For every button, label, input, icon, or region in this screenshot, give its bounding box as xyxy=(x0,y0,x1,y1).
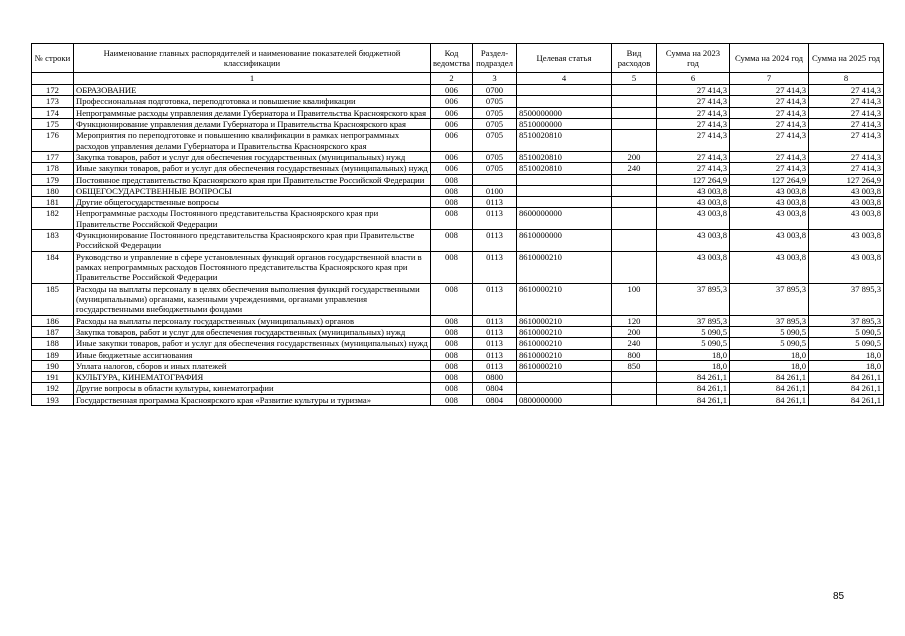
target-article-cell xyxy=(517,174,612,185)
row-name-cell: Профессиональная подготовка, переподготовка и повышение квалификации xyxy=(74,96,431,107)
sum-2024-cell: 18,0 xyxy=(730,360,809,371)
row-number-cell: 172 xyxy=(32,85,74,96)
row-number-cell: 182 xyxy=(32,208,74,230)
sum-2025-cell: 127 264,9 xyxy=(809,174,884,185)
table-row xyxy=(32,251,884,283)
section-cell: 0113 xyxy=(473,208,517,230)
sum-2023-cell: 84 261,1 xyxy=(657,394,730,405)
sum-2025-cell: 18,0 xyxy=(809,360,884,371)
table-row xyxy=(32,85,884,96)
sum-2024-cell: 43 003,8 xyxy=(730,251,809,283)
sum-2025-cell: 43 003,8 xyxy=(809,251,884,283)
row-number-cell: 193 xyxy=(32,394,74,405)
sum-2023-cell: 84 261,1 xyxy=(657,372,730,383)
row-name-cell: Иные закупки товаров, работ и услуг для обеспечения государственных (муниципальных) нужд xyxy=(74,163,431,174)
page-number: 85 xyxy=(833,591,845,602)
sum-2023-cell: 84 261,1 xyxy=(657,383,730,394)
table-row xyxy=(32,394,884,405)
table-row xyxy=(32,360,884,371)
section-cell: 0113 xyxy=(473,251,517,283)
dept-code-cell: 008 xyxy=(431,283,473,315)
sum-2023-cell: 43 003,8 xyxy=(657,197,730,208)
sum-2025-cell: 5 090,5 xyxy=(809,326,884,337)
column-number-cell: 2 xyxy=(431,73,473,85)
dept-code-cell: 008 xyxy=(431,185,473,196)
expense-type-cell xyxy=(612,185,657,196)
table-row xyxy=(32,185,884,196)
row-number-cell: 186 xyxy=(32,315,74,326)
expense-type-cell xyxy=(612,372,657,383)
target-article-cell: 8610000210 xyxy=(517,315,612,326)
row-number-cell: 173 xyxy=(32,96,74,107)
column-number-cell: 1 xyxy=(74,73,431,85)
row-name-cell: Непрограммные расходы Постоянного представительства Красноярского края при Правительстве Российской Федерации xyxy=(74,208,431,230)
section-cell: 0113 xyxy=(473,283,517,315)
sum-2025-cell: 27 414,3 xyxy=(809,107,884,118)
row-name-cell: Функционирование управления делами Губернатора и Правительства Красноярского края xyxy=(74,118,431,129)
sum-2023-cell: 18,0 xyxy=(657,349,730,360)
expense-type-cell: 850 xyxy=(612,360,657,371)
sum-2025-cell: 43 003,8 xyxy=(809,185,884,196)
section-cell: 0113 xyxy=(473,230,517,252)
target-article-cell xyxy=(517,197,612,208)
section-cell: 0113 xyxy=(473,338,517,349)
dept-code-cell: 006 xyxy=(431,118,473,129)
dept-code-cell: 006 xyxy=(431,130,473,152)
expense-type-cell xyxy=(612,197,657,208)
row-number-cell: 174 xyxy=(32,107,74,118)
expense-type-cell xyxy=(612,251,657,283)
expense-type-cell: 200 xyxy=(612,151,657,162)
sum-2024-cell: 84 261,1 xyxy=(730,372,809,383)
sum-2024-cell: 37 895,3 xyxy=(730,315,809,326)
expense-type-cell: 800 xyxy=(612,349,657,360)
sum-2025-cell: 43 003,8 xyxy=(809,208,884,230)
table-row xyxy=(32,230,884,252)
row-name-cell: ОБРАЗОВАНИЕ xyxy=(74,85,431,96)
expense-type-cell xyxy=(612,107,657,118)
row-name-cell: Уплата налогов, сборов и иных платежей xyxy=(74,360,431,371)
table-row xyxy=(32,383,884,394)
expense-type-cell: 200 xyxy=(612,326,657,337)
sum-2025-cell: 37 895,3 xyxy=(809,315,884,326)
target-article-cell: 8600000000 xyxy=(517,208,612,230)
expense-type-cell xyxy=(612,174,657,185)
target-article-cell xyxy=(517,85,612,96)
section-cell: 0113 xyxy=(473,197,517,208)
column-number-cell: 6 xyxy=(657,73,730,85)
row-name-cell: Расходы на выплаты персоналу государственных (муниципальных) органов xyxy=(74,315,431,326)
row-name-cell: Закупка товаров, работ и услуг для обеспечения государственных (муниципальных) нужд xyxy=(74,151,431,162)
row-number-cell: 192 xyxy=(32,383,74,394)
dept-code-cell: 006 xyxy=(431,163,473,174)
section-cell: 0705 xyxy=(473,151,517,162)
target-article-cell: 8510020810 xyxy=(517,151,612,162)
table-body xyxy=(32,85,884,406)
sum-2025-cell: 27 414,3 xyxy=(809,85,884,96)
sum-2024-cell: 84 261,1 xyxy=(730,383,809,394)
expense-type-cell xyxy=(612,85,657,96)
row-name-cell: Другие общегосударственные вопросы xyxy=(74,197,431,208)
sum-2025-cell: 27 414,3 xyxy=(809,118,884,129)
row-number-cell: 176 xyxy=(32,130,74,152)
column-number-cell: 7 xyxy=(730,73,809,85)
sum-2023-cell: 37 895,3 xyxy=(657,283,730,315)
section-cell: 0113 xyxy=(473,360,517,371)
section-cell: 0705 xyxy=(473,96,517,107)
sum-2023-cell: 43 003,8 xyxy=(657,251,730,283)
budget-table xyxy=(31,43,884,406)
table-row xyxy=(32,208,884,230)
row-name-cell: Иные закупки товаров, работ и услуг для обеспечения государственных (муниципальных) нужд xyxy=(74,338,431,349)
row-name-cell: Руководство и управление в сфере установленных функций органов государственной власти в рамках непрограммных расходов Постоянного представительства Красноярского края при Правительстве Российской Федерации xyxy=(74,251,431,283)
sum-2023-cell: 27 414,3 xyxy=(657,107,730,118)
expense-type-cell xyxy=(612,208,657,230)
section-cell: 0800 xyxy=(473,372,517,383)
dept-code-cell: 006 xyxy=(431,107,473,118)
expense-type-cell: 100 xyxy=(612,283,657,315)
sum-2023-cell: 127 264,9 xyxy=(657,174,730,185)
sum-2025-cell: 84 261,1 xyxy=(809,383,884,394)
row-number-cell: 181 xyxy=(32,197,74,208)
header-dept-code: Код ведомства xyxy=(431,44,473,73)
sum-2023-cell: 43 003,8 xyxy=(657,208,730,230)
header-sum-2023: Сумма на 2023 год xyxy=(657,44,730,73)
table-header xyxy=(32,44,884,85)
sum-2025-cell: 18,0 xyxy=(809,349,884,360)
row-number-cell: 190 xyxy=(32,360,74,371)
column-number-row xyxy=(32,73,884,85)
expense-type-cell xyxy=(612,383,657,394)
target-article-cell xyxy=(517,185,612,196)
dept-code-cell: 008 xyxy=(431,360,473,371)
dept-code-cell: 006 xyxy=(431,151,473,162)
dept-code-cell: 008 xyxy=(431,230,473,252)
sum-2025-cell: 43 003,8 xyxy=(809,230,884,252)
expense-type-cell: 240 xyxy=(612,163,657,174)
row-number-cell: 177 xyxy=(32,151,74,162)
sum-2024-cell: 84 261,1 xyxy=(730,394,809,405)
table-row xyxy=(32,338,884,349)
dept-code-cell: 008 xyxy=(431,208,473,230)
sum-2023-cell: 27 414,3 xyxy=(657,118,730,129)
section-cell: 0113 xyxy=(473,326,517,337)
row-number-cell: 185 xyxy=(32,283,74,315)
sum-2023-cell: 27 414,3 xyxy=(657,130,730,152)
section-cell: 0113 xyxy=(473,315,517,326)
column-number-cell: 8 xyxy=(809,73,884,85)
row-number-cell: 178 xyxy=(32,163,74,174)
table-row xyxy=(32,283,884,315)
row-name-cell: Иные бюджетные ассигнования xyxy=(74,349,431,360)
section-cell: 0113 xyxy=(473,349,517,360)
column-number-cell: 3 xyxy=(473,73,517,85)
expense-type-cell xyxy=(612,394,657,405)
column-number-cell: 4 xyxy=(517,73,612,85)
table-row xyxy=(32,107,884,118)
row-name-cell: Закупка товаров, работ и услуг для обеспечения государственных (муниципальных) нужд xyxy=(74,326,431,337)
table-row xyxy=(32,197,884,208)
dept-code-cell: 008 xyxy=(431,326,473,337)
target-article-cell xyxy=(517,372,612,383)
section-cell: 0705 xyxy=(473,118,517,129)
table-row xyxy=(32,118,884,129)
sum-2023-cell: 43 003,8 xyxy=(657,230,730,252)
sum-2025-cell: 27 414,3 xyxy=(809,163,884,174)
sum-2023-cell: 27 414,3 xyxy=(657,85,730,96)
sum-2024-cell: 127 264,9 xyxy=(730,174,809,185)
sum-2025-cell: 27 414,3 xyxy=(809,96,884,107)
sum-2024-cell: 27 414,3 xyxy=(730,118,809,129)
sum-2025-cell: 5 090,5 xyxy=(809,338,884,349)
expense-type-cell xyxy=(612,130,657,152)
column-number-cell: 5 xyxy=(612,73,657,85)
row-number-cell: 191 xyxy=(32,372,74,383)
row-name-cell: Мероприятия по переподготовке и повышению квалификации в рамках непрограммных расходов управления делами Губернатора и Правительства Красноярского края xyxy=(74,130,431,152)
dept-code-cell: 008 xyxy=(431,251,473,283)
header-target-article: Целевая статья xyxy=(517,44,612,73)
target-article-cell: 8610000210 xyxy=(517,283,612,315)
target-article-cell: 8610000210 xyxy=(517,338,612,349)
row-number-cell: 189 xyxy=(32,349,74,360)
table-row xyxy=(32,174,884,185)
row-number-cell: 187 xyxy=(32,326,74,337)
expense-type-cell xyxy=(612,96,657,107)
row-name-cell: Постоянное представительство Красноярского края при Правительстве Российской Федерации xyxy=(74,174,431,185)
target-article-cell: 8510020810 xyxy=(517,163,612,174)
sum-2025-cell: 43 003,8 xyxy=(809,197,884,208)
dept-code-cell: 006 xyxy=(431,85,473,96)
expense-type-cell: 120 xyxy=(612,315,657,326)
header-sum-2024: Сумма на 2024 год xyxy=(730,44,809,73)
header-section: Раздел-подраздел xyxy=(473,44,517,73)
dept-code-cell: 008 xyxy=(431,197,473,208)
header-row-number: № строки xyxy=(32,44,74,73)
sum-2023-cell: 27 414,3 xyxy=(657,96,730,107)
sum-2023-cell: 27 414,3 xyxy=(657,151,730,162)
section-cell: 0705 xyxy=(473,107,517,118)
target-article-cell: 8610000210 xyxy=(517,349,612,360)
sum-2025-cell: 27 414,3 xyxy=(809,130,884,152)
dept-code-cell: 008 xyxy=(431,372,473,383)
sum-2023-cell: 5 090,5 xyxy=(657,338,730,349)
row-name-cell: Функционирование Постоянного представительства Красноярского края при Правительстве Российской Федерации xyxy=(74,230,431,252)
sum-2023-cell: 5 090,5 xyxy=(657,326,730,337)
sum-2024-cell: 43 003,8 xyxy=(730,230,809,252)
sum-2023-cell: 43 003,8 xyxy=(657,185,730,196)
sum-2023-cell: 18,0 xyxy=(657,360,730,371)
target-article-cell: 8500000000 xyxy=(517,107,612,118)
target-article-cell: 8510020810 xyxy=(517,130,612,152)
table-row xyxy=(32,130,884,152)
section-cell: 0804 xyxy=(473,394,517,405)
table-row xyxy=(32,326,884,337)
section-cell: 0705 xyxy=(473,163,517,174)
row-name-cell: Государственная программа Красноярского края «Развитие культуры и туризма» xyxy=(74,394,431,405)
section-cell: 0100 xyxy=(473,185,517,196)
row-number-cell: 188 xyxy=(32,338,74,349)
dept-code-cell: 006 xyxy=(431,96,473,107)
dept-code-cell: 008 xyxy=(431,383,473,394)
row-number-cell: 179 xyxy=(32,174,74,185)
sum-2025-cell: 37 895,3 xyxy=(809,283,884,315)
dept-code-cell: 008 xyxy=(431,394,473,405)
sum-2024-cell: 5 090,5 xyxy=(730,338,809,349)
sum-2025-cell: 84 261,1 xyxy=(809,372,884,383)
target-article-cell xyxy=(517,96,612,107)
sum-2024-cell: 43 003,8 xyxy=(730,208,809,230)
table-row xyxy=(32,163,884,174)
header-sum-2025: Сумма на 2025 год xyxy=(809,44,884,73)
section-cell xyxy=(473,174,517,185)
table-row xyxy=(32,96,884,107)
sum-2025-cell: 27 414,3 xyxy=(809,151,884,162)
expense-type-cell xyxy=(612,230,657,252)
row-number-cell: 180 xyxy=(32,185,74,196)
section-cell: 0804 xyxy=(473,383,517,394)
section-cell: 0700 xyxy=(473,85,517,96)
row-number-cell: 183 xyxy=(32,230,74,252)
row-name-cell: Непрограммные расходы управления делами Губернатора и Правительства Красноярского края xyxy=(74,107,431,118)
target-article-cell: 8610000210 xyxy=(517,251,612,283)
sum-2024-cell: 27 414,3 xyxy=(730,96,809,107)
dept-code-cell: 008 xyxy=(431,174,473,185)
target-article-cell: 8510000000 xyxy=(517,118,612,129)
table-row xyxy=(32,151,884,162)
header-expense-type: Вид расходов xyxy=(612,44,657,73)
sum-2024-cell: 27 414,3 xyxy=(730,130,809,152)
table-row xyxy=(32,315,884,326)
target-article-cell: 0800000000 xyxy=(517,394,612,405)
dept-code-cell: 008 xyxy=(431,349,473,360)
sum-2023-cell: 37 895,3 xyxy=(657,315,730,326)
target-article-cell: 8610000210 xyxy=(517,326,612,337)
sum-2024-cell: 5 090,5 xyxy=(730,326,809,337)
expense-type-cell: 240 xyxy=(612,338,657,349)
dept-code-cell: 008 xyxy=(431,338,473,349)
target-article-cell: 8610000000 xyxy=(517,230,612,252)
column-number-cell xyxy=(32,73,74,85)
row-number-cell: 184 xyxy=(32,251,74,283)
sum-2024-cell: 27 414,3 xyxy=(730,85,809,96)
sum-2024-cell: 43 003,8 xyxy=(730,185,809,196)
target-article-cell: 8610000210 xyxy=(517,360,612,371)
table-row xyxy=(32,372,884,383)
row-name-cell: КУЛЬТУРА, КИНЕМАТОГРАФИЯ xyxy=(74,372,431,383)
expense-type-cell xyxy=(612,118,657,129)
sum-2024-cell: 43 003,8 xyxy=(730,197,809,208)
row-number-cell: 175 xyxy=(32,118,74,129)
sum-2023-cell: 27 414,3 xyxy=(657,163,730,174)
sum-2025-cell: 84 261,1 xyxy=(809,394,884,405)
row-name-cell: Другие вопросы в области культуры, кинематографии xyxy=(74,383,431,394)
table-row xyxy=(32,349,884,360)
row-name-cell: ОБЩЕГОСУДАРСТВЕННЫЕ ВОПРОСЫ xyxy=(74,185,431,196)
dept-code-cell: 008 xyxy=(431,315,473,326)
row-name-cell: Расходы на выплаты персоналу в целях обеспечения выполнения функций государственными (муниципальными) органами, казенными учреждениями, органами управления государственными внебюджетными фондами xyxy=(74,283,431,315)
header-name: Наименование главных распорядителей и наименование показателей бюджетной классификации xyxy=(74,44,431,73)
sum-2024-cell: 27 414,3 xyxy=(730,107,809,118)
sum-2024-cell: 18,0 xyxy=(730,349,809,360)
target-article-cell xyxy=(517,383,612,394)
section-cell: 0705 xyxy=(473,130,517,152)
sum-2024-cell: 27 414,3 xyxy=(730,163,809,174)
sum-2024-cell: 27 414,3 xyxy=(730,151,809,162)
sum-2024-cell: 37 895,3 xyxy=(730,283,809,315)
